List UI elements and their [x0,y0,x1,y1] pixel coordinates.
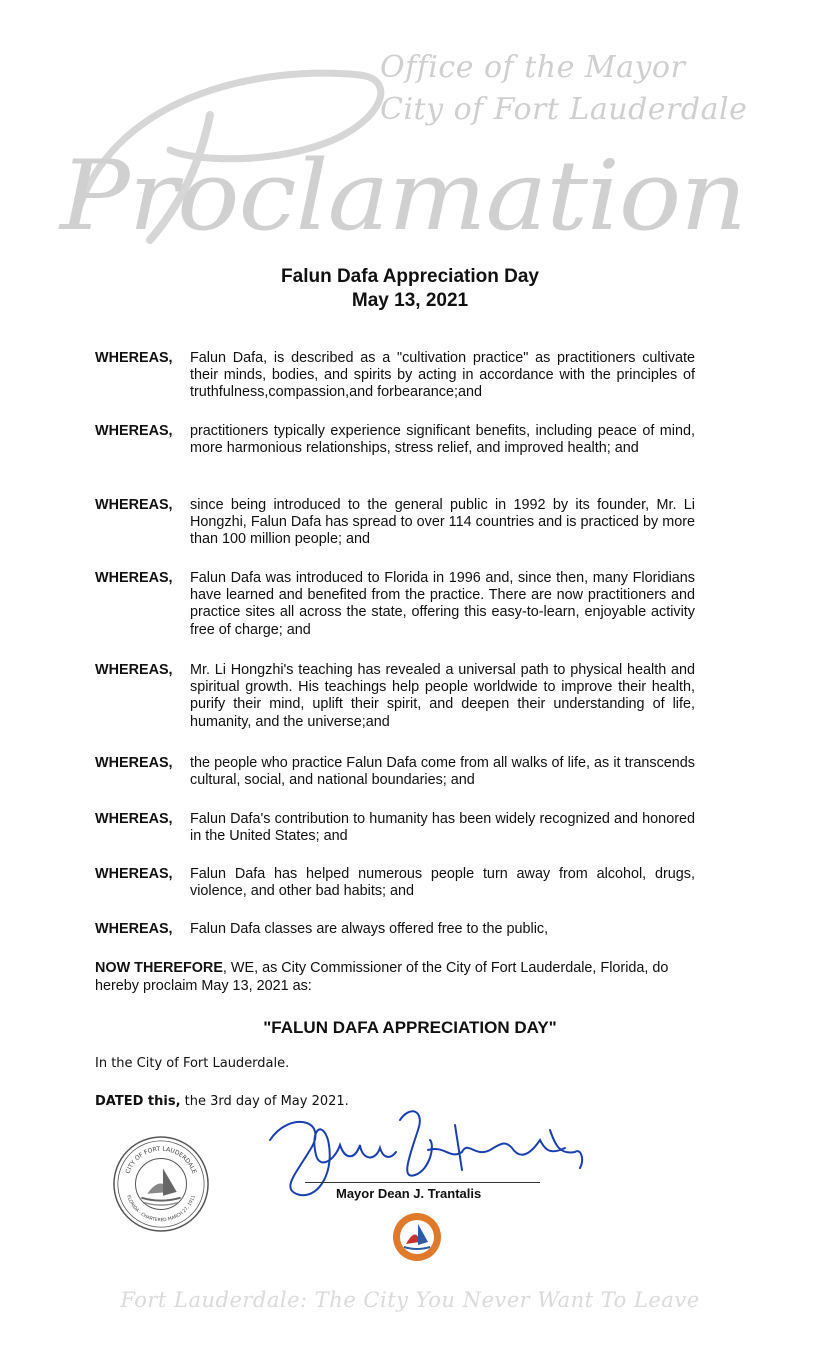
whereas-keyword: WHEREAS, [95,662,173,678]
now-therefore-text: , WE, as City Commissioner of the City of Fort Lauderdale, Florida, do hereby proclaim May 13, 2021 as: [95,960,669,994]
dated-text: the 3rd day of May 2021. [180,1094,349,1109]
whereas-keyword: WHEREAS, [95,497,173,513]
city-line: In the City of Fort Lauderdale. [95,1056,290,1071]
whereas-clause [95,811,695,845]
city-logo-icon [392,1212,442,1262]
clause-text: Falun Dafa, is described as a "cultivation practice" as practitioners cultivate their minds, bodies, and spirits by acting in accordance with the principles of truthfulness,compassion,and forbearance;and [190,350,695,401]
whereas-keyword: WHEREAS, [95,866,173,882]
office-of-the-mayor: Office of the Mayor [380,50,686,85]
whereas-clause [95,662,695,731]
whereas-clause [95,350,695,402]
whereas-clause [95,570,695,639]
whereas-clause [95,755,695,789]
mayor-signature [250,1100,610,1200]
seal-bottom-text: FLORIDA · CHARTERED MARCH 27, 1911 [125,1194,197,1224]
proclamation-heading: Proclamation [60,140,746,252]
footer-slogan: Fort Lauderdale: The City You Never Want To Leave [120,1288,700,1312]
clause-text: Falun Dafa was introduced to Florida in 1996 and, since then, many Floridians have learned and benefited from the practice. There are now practitioners and practice sites all across the state, offering this easy-to-learn, enjoyable activity free of charge; and [190,570,695,638]
dated-lead: DATED this, [95,1094,181,1109]
whereas-clause [95,866,695,900]
whereas-keyword: WHEREAS, [95,350,173,366]
whereas-keyword: WHEREAS, [95,811,173,827]
proclaimed-day-title: "FALUN DAFA APPRECIATION DAY" [263,1018,557,1037]
clause-text: Falun Dafa has helped numerous people turn away from alcohol, drugs, violence, and other bad habits; and [190,866,695,900]
clause-text: Falun Dafa's contribution to humanity has been widely recognized and honored in the United States; and [190,811,695,845]
whereas-keyword: WHEREAS, [95,921,173,937]
document-date: May 13, 2021 [351,290,469,311]
whereas-clause [95,423,695,457]
city-seal-icon [112,1135,210,1233]
clause-text: since being introduced to the general public in 1992 by its founder, Mr. Li Hongzhi, Falun Dafa has spread to over 114 countries and is practiced by more than 100 million people; and [190,497,695,548]
signature-line [305,1182,540,1183]
mayor-name: Mayor Dean J. Trantalis [336,1186,482,1201]
whereas-clause [95,921,695,938]
whereas-clause [95,497,695,549]
now-therefore-paragraph [95,959,695,995]
clause-text: the people who practice Falun Dafa come from all walks of life, as it transcends cultural, social, and national boundaries; and [190,755,695,789]
clause-text: Mr. Li Hongzhi's teaching has revealed a universal path to physical health and spiritual growth. His teachings help people worldwide to improve their health, purify their mind, uplift their spirit, and deepen their understanding of life, humanity, and the universe;and [190,662,695,730]
whereas-keyword: WHEREAS, [95,755,173,771]
seal-top-text: CITY OF FORT LAUDERDALE [124,1145,198,1175]
whereas-keyword: WHEREAS, [95,423,173,439]
city-of-fort-lauderdale: City of Fort Lauderdale [380,92,748,127]
clause-text: Falun Dafa classes are always offered free to the public, [190,921,549,937]
clause-text: practitioners typically experience significant benefits, including peace of mind, more harmonious relationships, stress relief, and improved health; and [190,423,695,457]
document-title: Falun Dafa Appreciation Day [281,266,539,287]
whereas-keyword: WHEREAS, [95,570,173,586]
now-therefore-lead: NOW THEREFORE [95,960,223,976]
